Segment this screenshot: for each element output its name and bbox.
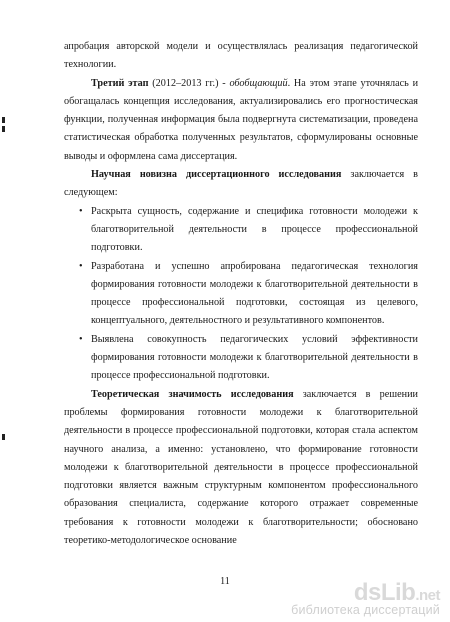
novelty-label: Научная новизна диссертационного исследования (91, 169, 342, 181)
list-item (64, 203, 418, 258)
paragraph-theoretical-significance (64, 386, 418, 551)
list-item-text: Раскрыта сущность, содержание и специфика готовности молодежи к благотворительной деятельности в процессе профессиональной подготовки. (91, 205, 418, 254)
watermark-logo-main: dsLib (353, 579, 416, 606)
watermark-subtitle: библиотека диссертаций (291, 603, 440, 617)
bullet-icon: • (79, 333, 83, 345)
third-stage-years: (2012–2013 гг.) - (148, 77, 230, 89)
list-item-text: Разработана и успешно апробирована педагогическая технология формирования готовности молодежи к благотворительной деятельности в процессе профессиональной подготовки, состоящая из целевого, концептуального, деятельностного и результативного компонентов. (91, 260, 418, 327)
watermark (234, 579, 444, 619)
third-stage-name: обобщающий (229, 77, 288, 89)
paragraph-third-stage (64, 75, 418, 166)
paragraph-novelty (64, 166, 418, 203)
bullet-icon: • (79, 260, 83, 272)
watermark-logo-tld: .net (415, 587, 440, 604)
paragraph-approbation: апробация авторской модели и осуществлялась реализация педагогической технологии. (64, 41, 418, 71)
theoretical-text: заключается в решении проблемы формирования готовности молодежи к благотворительной деятельности в процессе профессиональной подготовки, которая стала аспектом научного анализа, а именно: установлено, что формирование готовности молодежи к благотворительной деятельности в процессе профессиональной подготовки является важным структурным компонентом профессионального образования специалиста, содержание которого отражает современные требования к готовности молодежи к благотворительности; обосновано теоретико-методологическое основание (64, 388, 419, 547)
scan-margin-mark (2, 117, 5, 123)
list-item-text: Выявлена совокупность педагогических условий эффективности формирования готовности молодежи к благотворительной деятельности в процессе профессиональной подготовки. (91, 333, 418, 382)
scan-margin-mark (2, 126, 5, 132)
novelty-text: заключается в следующем: (64, 169, 418, 199)
third-stage-text: . На этом этапе уточнялась и обогащалась концепция исследования, актуализировались его прогностическая функции, полученная информация была подвергнута систематизации, проведена статистическая обработка полученных результатов, сформулированы основные выводы и оформлена сама диссертация. (64, 77, 419, 162)
scan-margin-mark (2, 434, 5, 440)
document-body (64, 38, 418, 550)
bullet-icon: • (79, 205, 83, 217)
theoretical-label: Теоретическая значимость исследования (91, 388, 294, 400)
list-item (64, 331, 418, 386)
list-item (64, 258, 418, 331)
third-stage-label: Третий этап (91, 77, 149, 89)
page-number: 11 (220, 576, 230, 587)
novelty-list (64, 203, 418, 386)
